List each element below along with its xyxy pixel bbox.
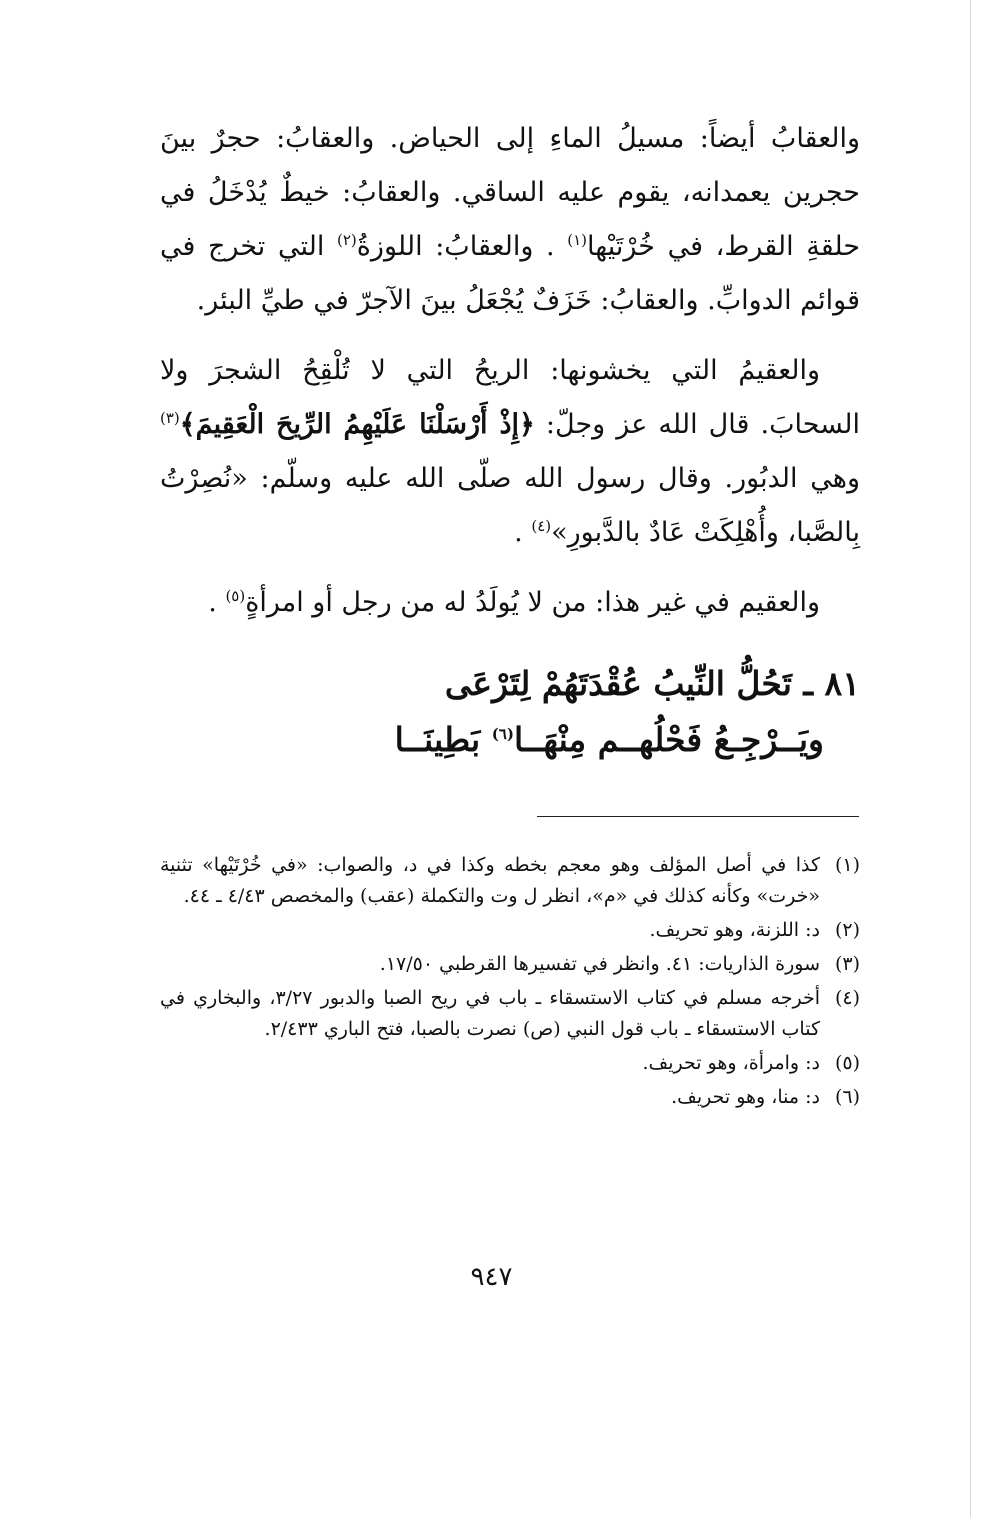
footnotes-list (160, 850, 860, 1116)
footnote-ref-4[interactable]: (٤) (531, 517, 552, 535)
footnote-number: (٥) (834, 1052, 860, 1074)
footnote-number: (٣) (834, 953, 860, 975)
paragraph-text: والعقابُ أيضاً: مسيلُ الماءِ إلى الحياض. والعقابُ: حجرٌ بينَ حجرين يعمدانه، يقوم عليه الساقي. والعقابُ: خيطٌ يُدْخَلُ في حلقةِ القرط، في خُرْتَيْها (160, 123, 861, 262)
footnote-ref-5[interactable]: (٥) (225, 587, 246, 605)
paragraph-text: والعقيم في غير هذا: من لا يُولَدُ له من رجل أو امرأةٍ (245, 587, 820, 618)
footnote-text: كذا في أصل المؤلف وهو معجم بخطه وكذا في د، والصواب: «في خُرْتَيْها» تثنية «خرت» وكأنه كذلك في «م»، انظر ل وت والتكملة (عقب) والمخصص ٤/٤٣ ـ ٤٤. (160, 854, 820, 907)
footnote-item (160, 1082, 860, 1113)
paragraph-text: التي تخرج في قوائم الدوابِّ. والعقابُ: خَزَفٌ يُجْعَلُ بينَ الآجرّ في طيِّ البئر. (160, 231, 860, 316)
paragraph-text: والعقيمُ التي يخشونها: الريحُ التي لا تُلْقِحُ الشجرَ ولا السحابَ. قال الله عز وجلّ: (160, 355, 860, 440)
verse-first-hemistich: ٨١ ـ تَحُلُّ النِّيبُ عُقْدَتَهُمْ لِتَرْعَى (444, 664, 860, 703)
footnote-item (160, 1048, 860, 1079)
footnote-item (160, 915, 860, 946)
footnote-ref-3[interactable]: (٣) (160, 409, 180, 427)
main-text (160, 112, 860, 768)
footnote-text: سورة الذاريات: ٤١. وانظر في تفسيرها القرطبي ١٧/٥٠. (379, 953, 820, 975)
footnote-item (160, 850, 860, 912)
paragraph-text: . والعقابُ: اللوزةُ (356, 231, 568, 262)
footnote-text: أخرجه مسلم في كتاب الاستسقاء ـ باب في ريح الصبا والدبور ٣/٢٧، والبخاري في كتاب الاستسقاء ـ باب قول النبي (ص) نصرت بالصبا، فتح الباري ٢/٤٣٣. (160, 987, 820, 1040)
quran-quote: ﴿إِذْ أَرْسَلْنَا عَلَيْهِمُ الرِّيحَ الْعَقِيمَ﴾ (179, 409, 535, 440)
footnote-text: د: وامرأة، وهو تحريف. (642, 1052, 820, 1074)
paragraph-text: وهي الدبُور. وقال رسول الله صلّى الله عليه وسلّم: «نُصِرْتُ بِالصَّبا، وأُهْلِكَتْ عَادٌ بالدَّبورِ» (160, 463, 860, 548)
footnote-ref-6[interactable]: (٦) (491, 725, 514, 743)
footnote-text: د: منا، وهو تحريف. (671, 1086, 820, 1108)
paragraph-text: . (208, 587, 226, 618)
verse-text: بَطِينَــا (394, 720, 492, 759)
poetry-verse (160, 656, 860, 768)
footnote-item (160, 949, 860, 980)
footnote-item (160, 983, 860, 1045)
paragraph-1 (160, 112, 860, 328)
footnote-number: (١) (834, 854, 860, 876)
verse-text: ويَــرْجِـعُ فَحْلُهــم مِنْهَــا (513, 720, 824, 759)
footnote-number: (٦) (834, 1086, 860, 1108)
verse-second-hemistich (160, 712, 860, 768)
footnote-ref-1[interactable]: (١) (567, 231, 588, 249)
page-number: ٩٤٧ (470, 1262, 513, 1292)
paragraph-2 (160, 344, 860, 560)
footnote-ref-2[interactable]: (٢) (336, 231, 357, 249)
paragraph-text: . (514, 517, 532, 548)
footnote-text: د: اللزنة، وهو تحريف. (649, 919, 820, 941)
footnote-number: (٤) (834, 987, 860, 1009)
footnote-number: (٢) (834, 919, 860, 941)
footnote-separator (537, 816, 859, 817)
paragraph-3 (160, 576, 860, 630)
